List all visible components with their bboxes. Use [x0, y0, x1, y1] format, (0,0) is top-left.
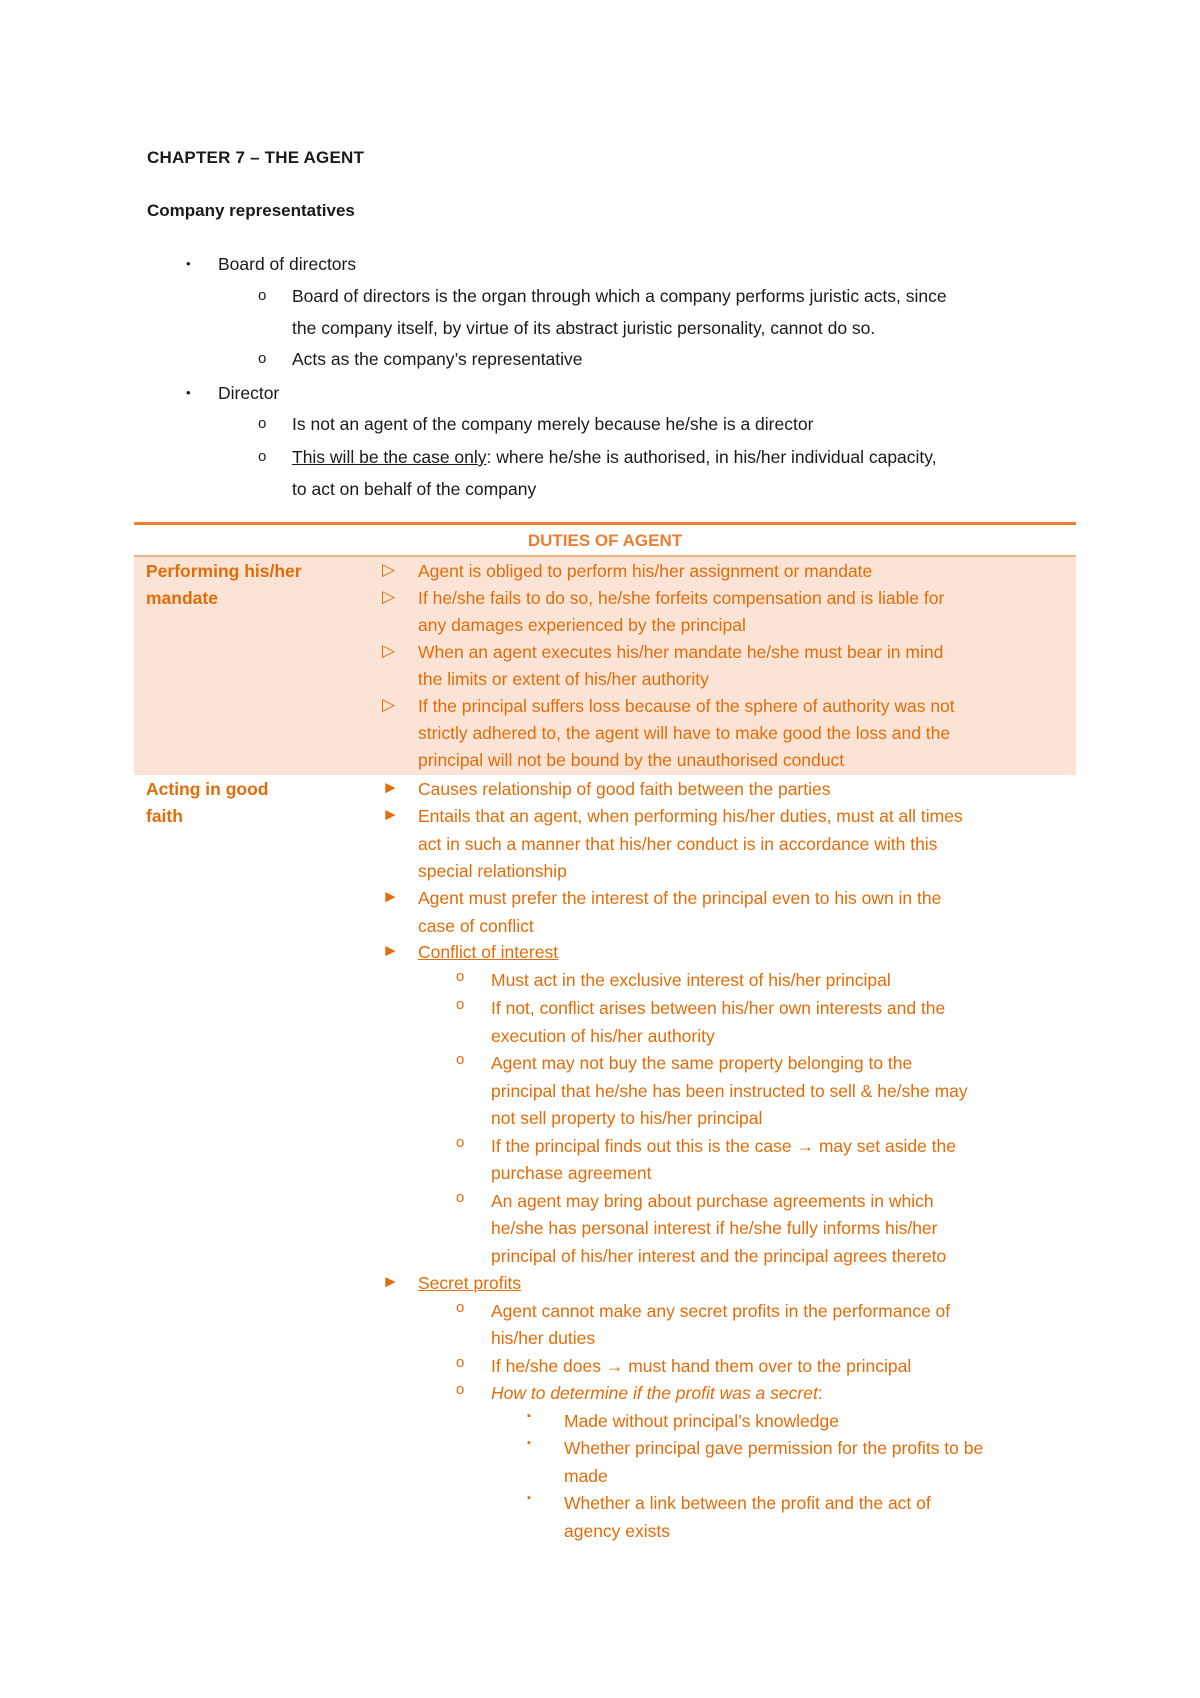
square-bullet-icon: ▪	[527, 1437, 531, 1449]
board-point-1b: the company itself, by virtue of its abstract juristic personality, cannot do so.	[292, 318, 876, 338]
arrow-icon: →	[605, 1356, 624, 1376]
solid-arrow-icon: ►	[382, 887, 399, 906]
conflict-line: principal that he/she has been instructed to sell & he/she may	[491, 1081, 968, 1101]
secret-line-part: must hand them over to the principal	[628, 1356, 912, 1376]
sub-bullet-icon: o	[456, 1354, 465, 1371]
secret-criterion: Whether a link between the profit and the act of	[564, 1493, 931, 1513]
hollow-arrow-icon: ▷	[382, 560, 396, 579]
hollow-arrow-icon: ▷	[382, 641, 396, 660]
table-header: DUTIES OF AGENT	[527, 531, 683, 550]
sub-bullet-icon: o	[456, 1134, 465, 1151]
sub-bullet-icon: o	[456, 968, 465, 985]
conflict-line: Must act in the exclusive interest of his/her principal	[491, 970, 891, 990]
secret-criterion: made	[564, 1466, 608, 1486]
conflict-line: Agent may not buy the same property belonging to the	[491, 1053, 913, 1073]
secret-line	[491, 1353, 1071, 1381]
bullet-icon: •	[186, 256, 191, 271]
table-top-rule	[134, 522, 1076, 525]
sub-bullet-icon: o	[258, 448, 267, 465]
bullet-icon: •	[186, 385, 191, 400]
secret-criterion: agency exists	[564, 1521, 671, 1541]
secret-line: Agent cannot make any secret profits in the performance of	[491, 1301, 951, 1321]
director-point-1: Is not an agent of the company merely because he/she is a director	[292, 414, 814, 434]
director-point-2-rest: : where he/she is authorised, in his/her individual capacity,	[486, 447, 937, 467]
square-bullet-icon: ▪	[527, 1410, 531, 1422]
row-label-mandate-2: mandate	[146, 588, 218, 608]
secret-question: How to determine if the profit was a secret	[491, 1383, 818, 1403]
solid-arrow-icon: ►	[382, 805, 399, 824]
board-point-1a: Board of directors is the organ through which a company performs juristic acts, since	[292, 286, 947, 306]
hollow-arrow-icon: ▷	[382, 695, 396, 714]
sub-bullet-icon: o	[258, 350, 267, 367]
sub-bullet-icon: o	[456, 996, 465, 1013]
solid-arrow-icon: ►	[382, 1272, 399, 1291]
list-item-board: Board of directors	[218, 254, 357, 274]
conflict-line-part: If the principal finds out this is the case	[491, 1136, 792, 1156]
conflict-line: If not, conflict arises between his/her own interests and the	[491, 998, 946, 1018]
arrow-icon: →	[796, 1136, 814, 1156]
list-item-director: Director	[218, 383, 280, 403]
square-bullet-icon: ▪	[527, 1492, 531, 1504]
row-label-good-faith-2: faith	[146, 806, 183, 826]
underlined-phrase: This will be the case only	[292, 447, 487, 467]
conflict-line: purchase agreement	[491, 1163, 652, 1183]
director-point-2	[292, 441, 1072, 473]
mandate-line: any damages experienced by the principal	[418, 615, 746, 635]
good-faith-line: special relationship	[418, 861, 567, 881]
sub-bullet-icon: o	[456, 1381, 465, 1398]
mandate-line: strictly adhered to, the agent will have to make good the loss and the	[418, 723, 951, 743]
secret-question-colon: :	[817, 1383, 823, 1403]
director-point-2-cont: to act on behalf of the company	[292, 479, 537, 499]
sub-bullet-icon: o	[456, 1189, 465, 1206]
mandate-line: principal will not be bound by the unauthorised conduct	[418, 750, 845, 770]
row-label-good-faith-1: Acting in good	[146, 779, 269, 799]
good-faith-line: Agent must prefer the interest of the principal even to his own in the	[418, 888, 942, 908]
sub-bullet-icon: o	[456, 1299, 465, 1316]
conflict-line	[491, 1133, 1071, 1161]
good-faith-line: case of conflict	[418, 916, 534, 936]
conflict-line: execution of his/her authority	[491, 1026, 715, 1046]
conflict-line-part: may set aside the	[818, 1136, 956, 1156]
secret-line: his/her duties	[491, 1328, 596, 1348]
conflict-line: An agent may bring about purchase agreements in which	[491, 1191, 934, 1211]
sub-bullet-icon: o	[258, 415, 267, 432]
good-faith-line: Entails that an agent, when performing his/her duties, must at all times	[418, 806, 963, 826]
mandate-line: If he/she fails to do so, he/she forfeits compensation and is liable for	[418, 588, 945, 608]
secret-criterion: Made without principal’s knowledge	[564, 1411, 839, 1431]
mandate-line: the limits or extent of his/her authority	[418, 669, 709, 689]
mandate-line: When an agent executes his/her mandate he/she must bear in mind	[418, 642, 944, 662]
conflict-line: he/she has personal interest if he/she fully informs his/her	[491, 1218, 938, 1238]
secret-line	[491, 1380, 1071, 1408]
secret-profits-heading: Secret profits	[418, 1273, 522, 1293]
good-faith-line: Causes relationship of good faith between the parties	[418, 779, 831, 799]
sub-bullet-icon: o	[456, 1051, 465, 1068]
conflict-line: not sell property to his/her principal	[491, 1108, 763, 1128]
mandate-line: Agent is obliged to perform his/her assignment or mandate	[418, 561, 873, 581]
sub-bullet-icon: o	[258, 287, 267, 304]
section-title: Company representatives	[147, 201, 355, 220]
row-label-mandate-1: Performing his/her	[146, 561, 302, 581]
conflict-of-interest-heading: Conflict of interest	[418, 942, 559, 962]
hollow-arrow-icon: ▷	[382, 587, 396, 606]
secret-line-part: If he/she does	[491, 1356, 601, 1376]
board-point-2: Acts as the company’s representative	[292, 349, 583, 369]
chapter-title: CHAPTER 7 – THE AGENT	[147, 148, 365, 167]
solid-arrow-icon: ►	[382, 778, 399, 797]
secret-criterion: Whether principal gave permission for the profits to be	[564, 1438, 984, 1458]
conflict-line: principal of his/her interest and the principal agrees thereto	[491, 1246, 947, 1266]
good-faith-line: act in such a manner that his/her conduct is in accordance with this	[418, 834, 938, 854]
mandate-line: If the principal suffers loss because of the sphere of authority was not	[418, 696, 955, 716]
solid-arrow-icon: ►	[382, 941, 399, 960]
